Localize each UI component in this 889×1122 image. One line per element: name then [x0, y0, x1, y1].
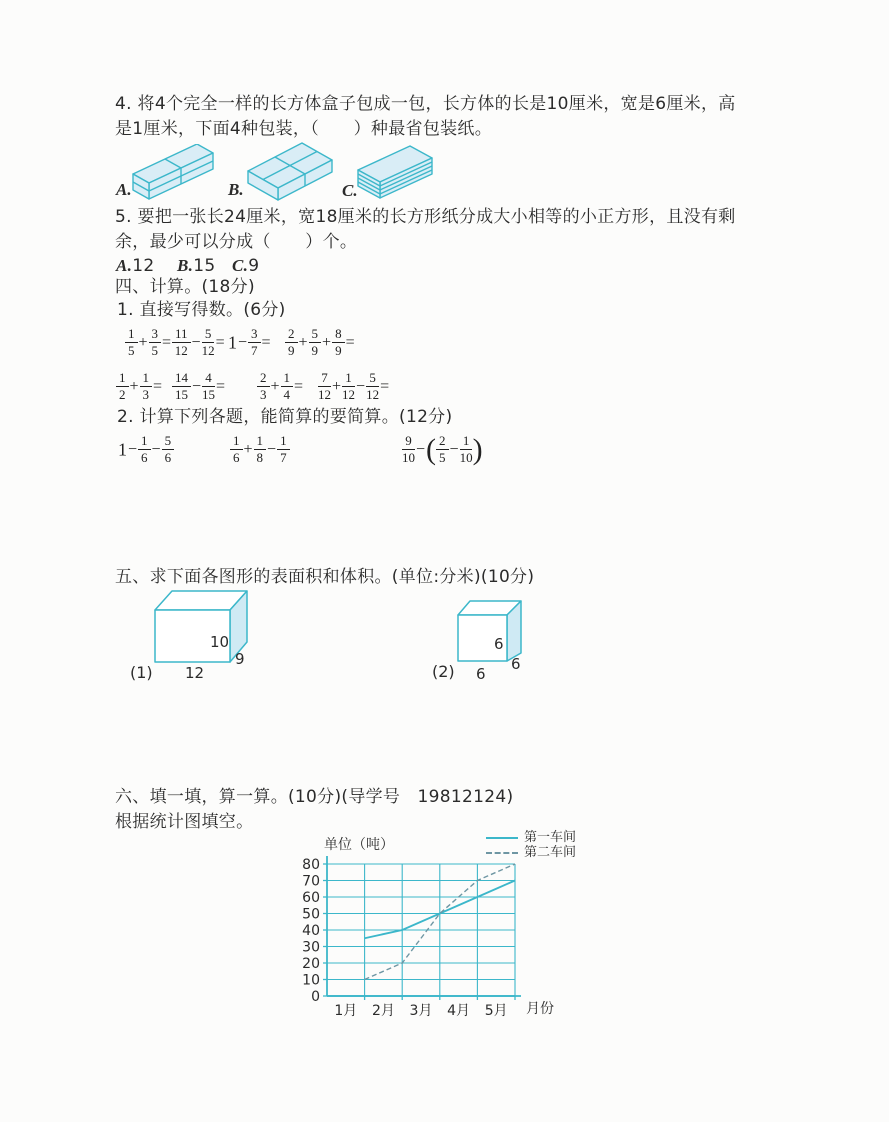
math-expression: $\frac{1}{2}$ + $\frac{1}{3}$ = — [116, 371, 163, 403]
x-axis-tick-label: 4月 — [447, 1003, 471, 1019]
math-expression: $\frac{2}{9}$ + $\frac{5}{9}$ + $\frac{8}{9}$ = — [285, 327, 356, 359]
dimension-depth: 6 — [511, 655, 521, 673]
y-axis-tick-label: 70 — [302, 873, 320, 890]
option-a-label: A. — [116, 180, 132, 199]
x-axis-tick-label: 5月 — [484, 1003, 508, 1019]
legend-label: 第二车间 — [524, 845, 577, 860]
math-expression: $\frac{1}{6}$ + $\frac{1}{8}$ − $\frac{1}{7}$ — [230, 434, 290, 466]
package-option-c-figure — [356, 144, 434, 200]
question-4-line-1: 4. 将4个完全一样的长方体盒子包成一包，长方体的长是10厘米，宽是6厘米，高 — [115, 94, 736, 114]
y-axis-tick-label: 50 — [302, 906, 320, 923]
math-expression: $\frac{11}{12}$ − $\frac{5}{12}$ = — [172, 327, 226, 359]
question-5-option-b: B.15 — [177, 256, 216, 276]
chart-x-axis-label: 月份 — [526, 1001, 554, 1017]
option-c-label: C. — [342, 181, 358, 200]
y-axis-tick-label: 20 — [302, 956, 320, 972]
math-expression: 1− $\frac{3}{7}$ = — [228, 326, 271, 359]
section-4-q1-label: 1. 直接写得数。(6分) — [117, 300, 286, 320]
y-axis-tick-label: 60 — [302, 890, 320, 906]
section-6-heading: 六、填一填，算一算。(10分)(导学号 19812124) — [115, 787, 514, 807]
question-5-option-c: C.9 — [232, 256, 260, 276]
legend-item — [486, 830, 576, 845]
option-b-label: B. — [228, 180, 244, 199]
section-6-subtext: 根据统计图填空。 — [115, 812, 254, 832]
y-axis-tick-label: 80 — [302, 857, 320, 873]
dimension-height: 10 — [210, 633, 230, 651]
legend-swatch-dashed — [486, 852, 518, 854]
y-axis-tick-label: 30 — [302, 939, 320, 956]
dimension-depth: 9 — [235, 650, 245, 668]
dimension-width: 12 — [185, 664, 205, 682]
legend-item — [486, 845, 576, 860]
line-chart — [280, 828, 625, 1028]
math-expression: $\frac{14}{15}$ − $\frac{4}{15}$ = — [172, 371, 226, 403]
dimension-height: 6 — [494, 635, 504, 653]
question-5-option-a: A.12 — [116, 256, 155, 276]
package-option-b-figure — [246, 141, 336, 202]
legend-swatch-solid — [486, 837, 518, 839]
figure-1-label: (1) — [130, 663, 153, 682]
math-expression: $\frac{7}{12}$ + $\frac{1}{12}$ − $\frac{5}{12}$ = — [318, 370, 390, 403]
figure-2-label: (2) — [432, 662, 455, 681]
legend-label: 第一车间 — [524, 830, 577, 845]
chart-legend — [486, 830, 576, 860]
section-4-heading: 四、计算。(18分) — [115, 277, 255, 297]
x-axis-tick-label: 1月 — [334, 1003, 358, 1019]
section-5-heading: 五、求下面各图形的表面积和体积。(单位:分米)(10分) — [115, 567, 535, 587]
math-expression: 1− $\frac{1}{6}$ − $\frac{5}{6}$ — [118, 434, 174, 466]
cuboid-figure-1 — [128, 588, 253, 683]
math-expression: $\frac{1}{5}$ + $\frac{3}{5}$ = — [125, 327, 172, 359]
chart-unit-label: 单位（吨） — [324, 837, 394, 853]
package-option-a-figure — [131, 144, 217, 202]
y-axis-tick-label: 10 — [302, 972, 320, 989]
cube-figure-2 — [430, 598, 530, 683]
y-axis-tick-label: 0 — [311, 989, 320, 1005]
y-axis-tick-label: 40 — [302, 923, 320, 939]
x-axis-tick-label: 3月 — [409, 1003, 433, 1019]
dimension-width: 6 — [476, 665, 486, 683]
question-4-line-2: 是1厘米，下面4种包装，（ ）种最省包装纸。 — [115, 119, 493, 139]
question-5-line-2: 余，最少可以分成（ ）个。 — [115, 232, 358, 252]
x-axis-tick-label: 2月 — [371, 1003, 395, 1019]
math-expression: $\frac{9}{10}$ −( $\frac{2}{5}$ − $\frac{1}{10}$ ) — [402, 432, 483, 466]
question-5-line-1: 5. 要把一张长24厘米，宽18厘米的长方形纸分成大小相等的小正方形，且没有剩 — [115, 207, 736, 227]
math-expression: $\frac{2}{3}$ + $\frac{1}{4}$ = — [257, 371, 304, 403]
section-4-q2-label: 2. 计算下列各题，能简算的要简算。(12分) — [117, 407, 453, 427]
